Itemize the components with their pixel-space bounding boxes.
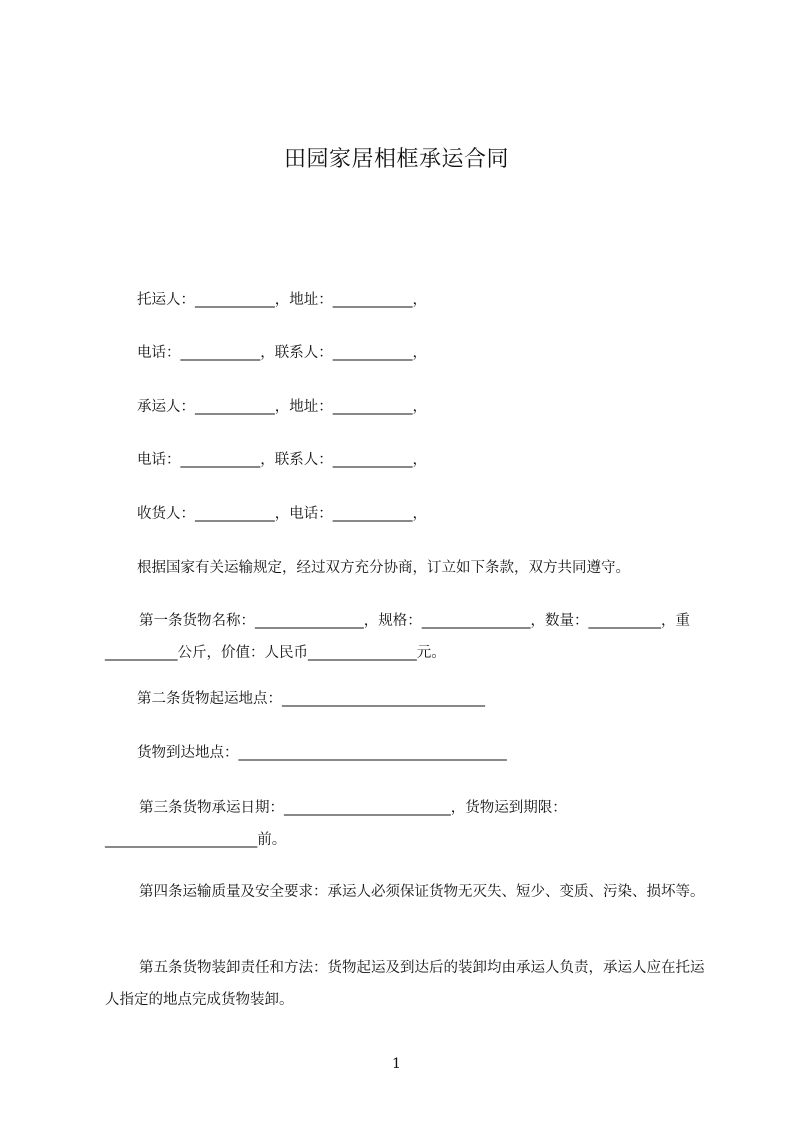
page-number: 1 [392, 1056, 401, 1072]
carrier-line: 承运人：___________，地址：___________， [137, 399, 427, 415]
clause-4-quality: 第四条运输质量及安全要求：承运人必须保证货物无灭失、短少、变质、污染、损坏等。 [139, 884, 705, 900]
agreement-intro: 根据国家有关运输规定，经过双方充分协商，订立如下条款，双方共同遵守。 [137, 560, 630, 576]
clause-3-dates: 第三条货物承运日期：_______________________，货物运到期限：_____________________前。 [105, 800, 567, 848]
clause-2-origin: 第二条货物起运地点：____________________________ [137, 691, 485, 707]
clause-5-loading: 第五条货物装卸责任和方法：货物起运及到达后的装卸均由承运人负责，承运人应在托运人指定的地点完成货物装卸。 [105, 960, 705, 1008]
carrier-phone-line: 电话：___________，联系人：___________， [137, 452, 427, 468]
document-title: 田园家居相框承运合同 [283, 147, 509, 172]
shipper-phone-line: 电话：___________，联系人：___________， [137, 345, 427, 361]
shipper-line: 托运人：___________，地址：___________， [137, 292, 427, 308]
consignee-line: 收货人：___________，电话：___________， [137, 506, 427, 522]
destination-line: 货物到达地点：_____________________________________ [137, 745, 507, 761]
clause-1-goods: 第一条货物名称：_______________，规格：_______________，数量：__________，重__________公斤，价值：人民币_______________元。 [105, 613, 690, 661]
